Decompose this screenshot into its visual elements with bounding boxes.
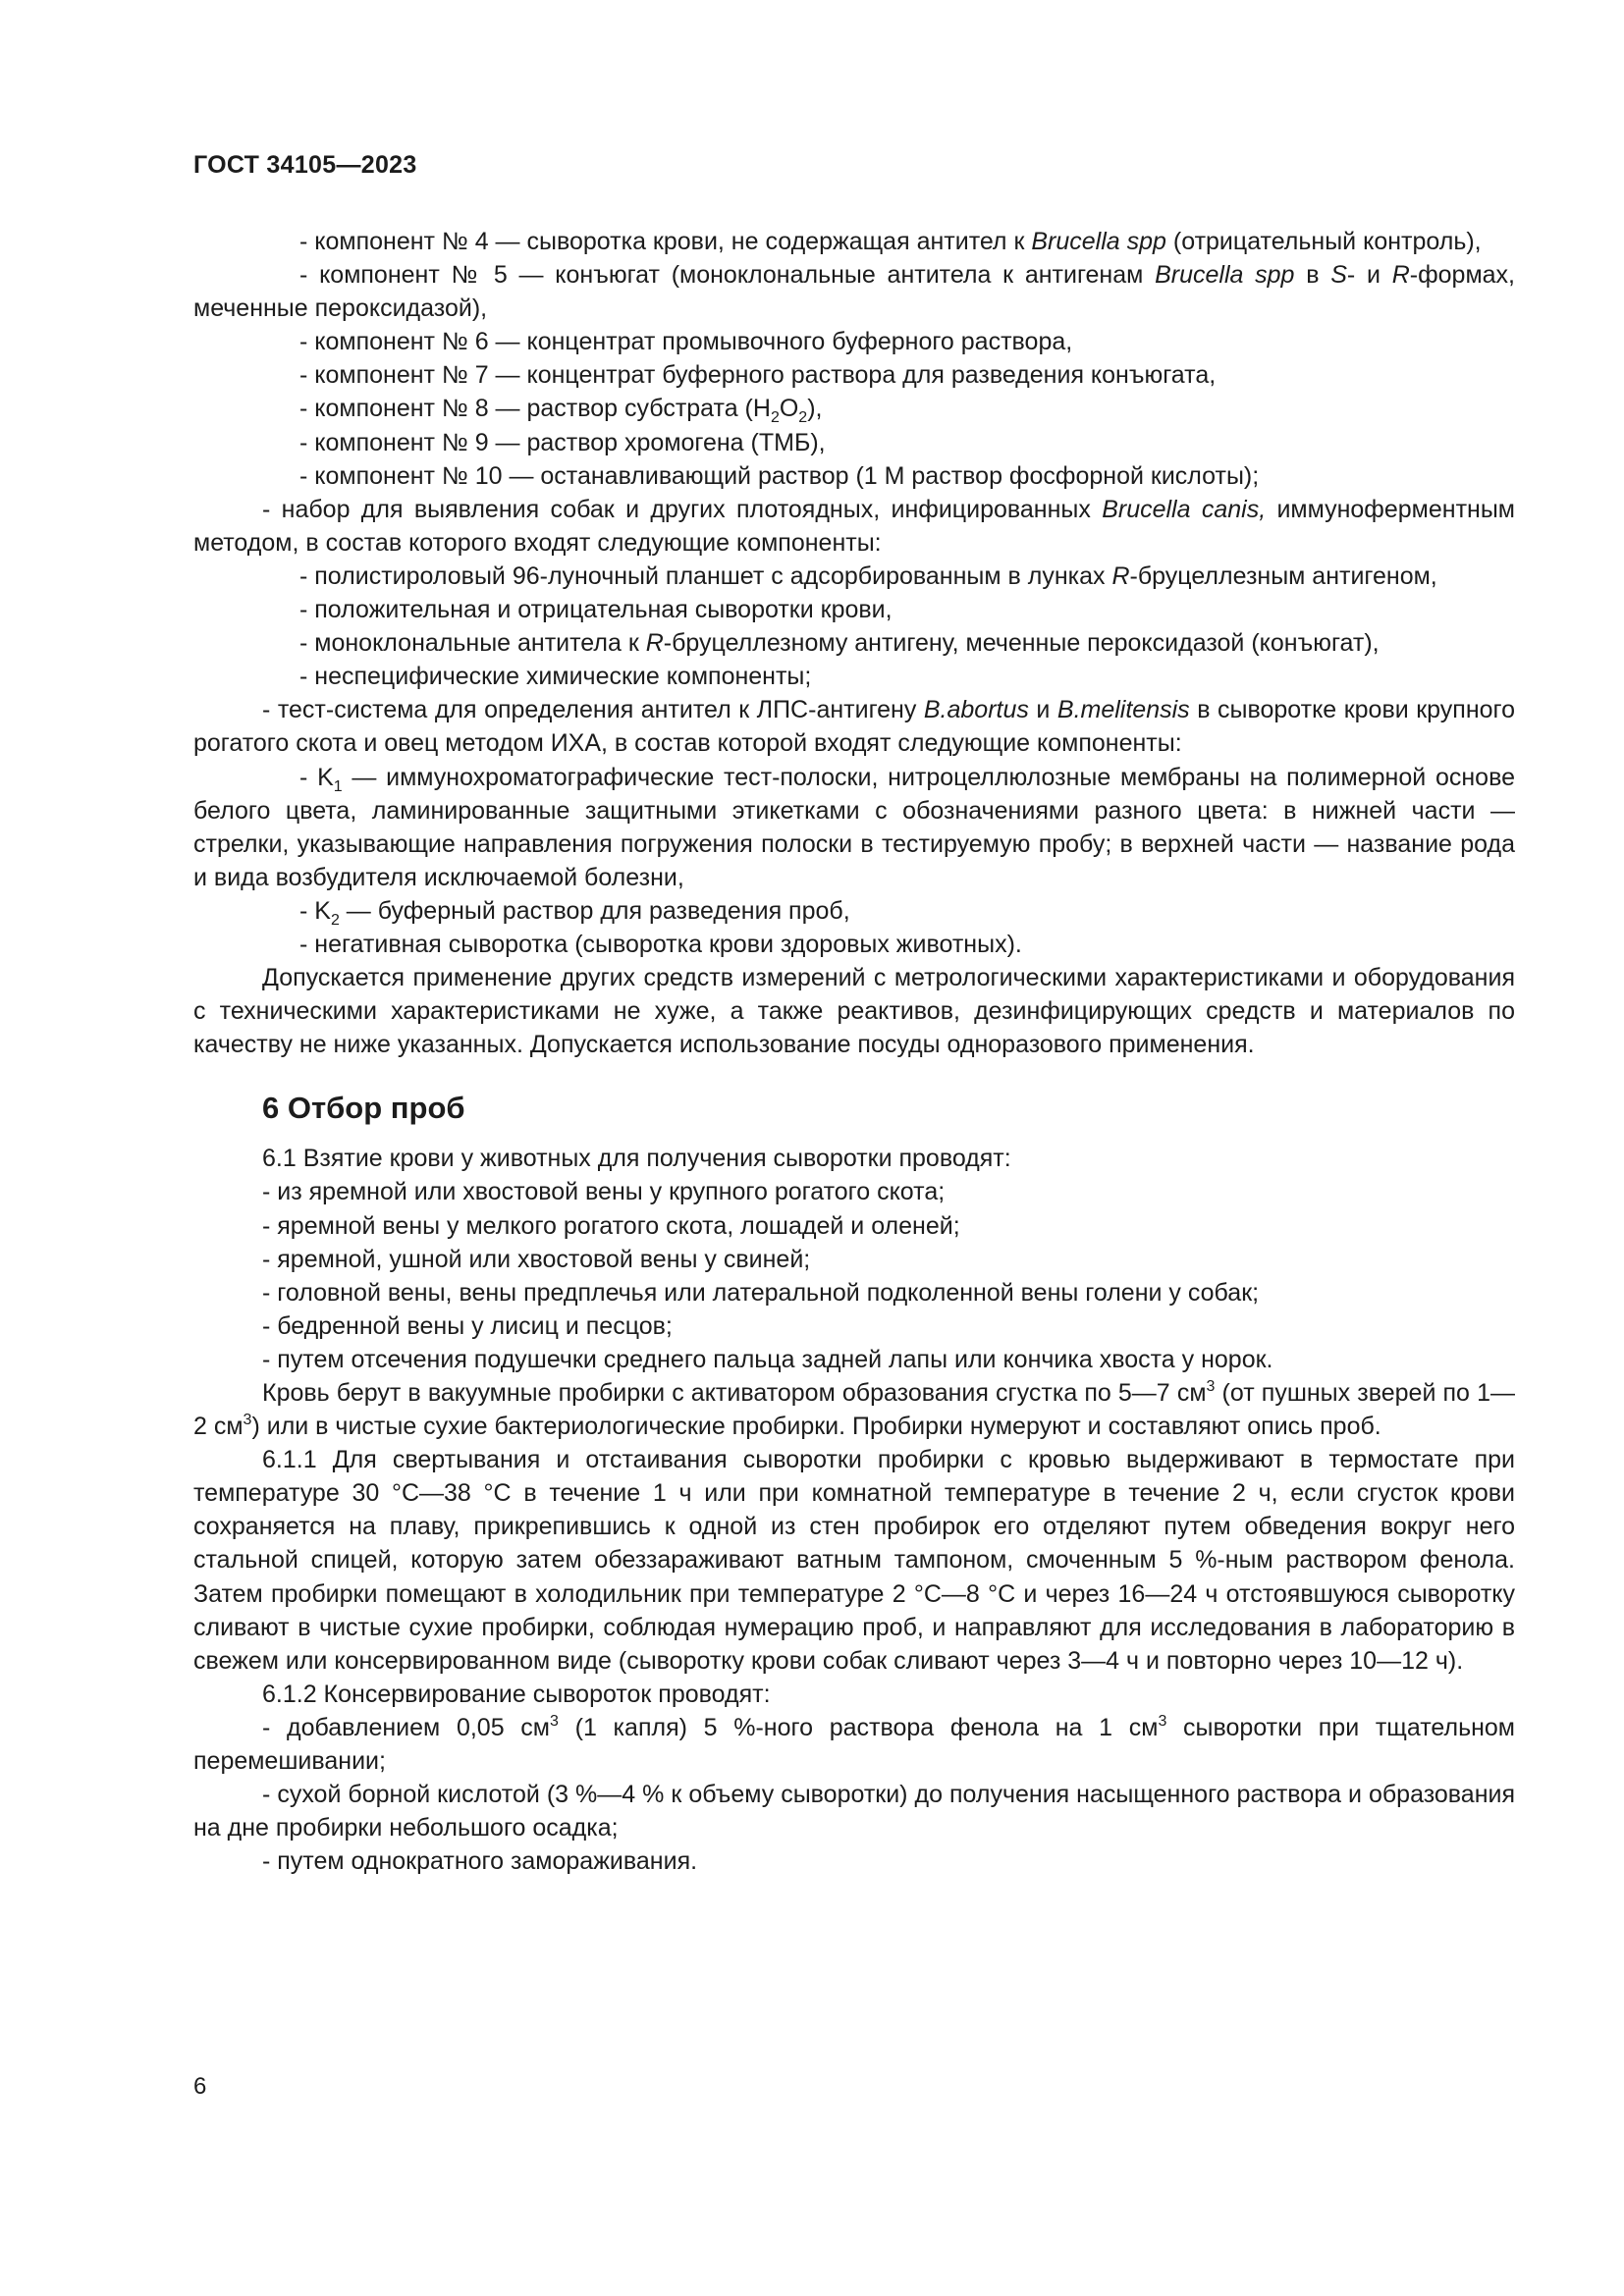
list-item: - компонент № 7 — концентрат буферного раствора для разведения конъюгата, [299, 361, 1217, 390]
superscript: 3 [243, 1412, 252, 1429]
list-item: - неспецифические химические компоненты; [299, 663, 812, 691]
list-item: - компонент № 10 — останавливающий раствор (1 М раствор фосфорной кислоты); [299, 461, 1260, 490]
list-item: - сухой борной кислотой (3 %—4 % к объему сыворотки) до получения насыщенного раствора и образования на дне пробирки небольшого осадка; [193, 1781, 1515, 1842]
text-run: сыворотки при тщательном перемешивании; [193, 1713, 1515, 1776]
list-item: - негативная сыворотка (сыворотка крови здоровых животных). [299, 930, 1022, 958]
list-item: - яремной, ушной или хвостовой вены у свиней; [262, 1245, 811, 1273]
section-heading: 6 Отбор проб [262, 1091, 465, 1126]
subscript: 2 [798, 409, 808, 427]
paragraph: 6.1.1 Для свертывания и отстаивания сыворотки пробирки с кровью выдерживают в термостате при температуре 30 °С—38 °С в течение 1 ч или при комнатной температуре в течение 2 ч, если сгусток крови сохраняется на плаву, прикрепившись к одной из стен пробирок его отделяют путем обведения вокруг него стальной спицей, которую затем обеззараживают ватным тампоном, смоченным 5 %-ным раствором фенола. Затем пробирки помещают в холодильник при температуре 2 °С—8 °С и через 16—24 ч отстоявшуюся сыворотку сливают в чистые сухие пробирки, соблюдая нумерацию проб, и направляют для исследования в лабораторию в свежем или консервированном виде (сыворотку крови собак сливают через 3—4 ч и повторно через 10—12 ч). [193, 1446, 1515, 1675]
text-run: -формах, меченные пероксидазой), [193, 261, 1515, 323]
list-item [193, 225, 1515, 258]
species-name: Brucella spp [1155, 261, 1295, 290]
form-letter: R [1391, 261, 1410, 290]
list-item: - из яремной или хвостовой вены у крупного рогатого скота; [262, 1178, 946, 1206]
text-run: Кровь берут в вакуумные пробирки с активатором образования сгустка по 5—7 см [262, 1379, 1207, 1407]
document-header: ГОСТ 34105—2023 [193, 151, 417, 179]
text-run: (отрицательный контроль), [1165, 228, 1482, 255]
text-run: в сыворотке крови крупного рогатого скота и овец методом ИХА, в состав которой входят следующие компоненты: [193, 696, 1516, 758]
superscript: 3 [550, 1712, 559, 1730]
species-name: B.melitensis [1056, 696, 1190, 724]
text-run: ) или в чистые сухие бактериологические пробирки. Пробирки нумеруют и составляют опись проб. [251, 1413, 1381, 1441]
text-run: (от пушных зверей по 1—2 см [193, 1379, 1515, 1441]
list-item [193, 560, 1515, 593]
list-item [193, 693, 1515, 760]
list-item [193, 392, 1515, 425]
list-item: - яремной вены у мелкого рогатого скота, лошадей и оленей; [262, 1211, 960, 1240]
page-number: 6 [193, 2073, 207, 2100]
text-run: - добавлением 0,05 см [262, 1713, 550, 1741]
list-item [193, 258, 1515, 325]
list-item [193, 493, 1515, 560]
paragraph: Допускается применение других средств измерений с метрологическими характеристиками и оборудования с техническими характеристиками не хуже, а также реактивов, дезинфицирующих средств и материалов по качеству не ниже указанных. Допускается использование посуды одноразового применения. [193, 964, 1515, 1059]
form-letter: R [645, 629, 664, 658]
form-letter: R [1111, 561, 1130, 590]
text-run: и [1028, 696, 1057, 724]
text-run: -бруцеллезному антигену, меченные пероксидазой (конъюгат), [663, 629, 1380, 658]
text-run: O [779, 395, 799, 423]
text-run: - компонент № 5 — конъюгат (моноклональные антитела к антигенам [299, 261, 1156, 290]
superscript: 3 [1158, 1712, 1167, 1730]
list-item: - компонент № 9 — раствор хромогена (ТМБ), [299, 428, 826, 456]
text-run: — иммунохроматографические тест-полоски, нитроцеллюлозные мембраны на полимерной основе белого цвета, ламинированные защитными этикетками с обозначениями разного цвета: в нижней части — стрелки, указывающие направления погружения полоски в тестируемую пробу; в верхней части — название рода и вида возбудителя исключаемой болезни, [193, 763, 1515, 891]
list-item: - положительная и отрицательная сыворотки крови, [299, 596, 893, 624]
list-item: - компонент № 6 — концентрат промывочного буферного раствора, [299, 328, 1073, 356]
list-item [193, 761, 1515, 894]
text-run: - полистироловый 96-луночный планшет с адсорбированным в лунках [299, 561, 1112, 590]
subscript: 2 [770, 409, 780, 427]
form-letter: S [1330, 261, 1347, 290]
text-run: иммуноферментным методом, в состав которого входят следующие компоненты: [193, 495, 1515, 557]
species-name: Brucella canis, [1102, 495, 1267, 523]
text-run: - компонент № 8 — раствор субстрата (H [299, 395, 771, 423]
text-run: в [1294, 261, 1331, 290]
text-run: - и [1346, 261, 1392, 290]
species-name: B.abortus [923, 696, 1029, 724]
list-item [193, 1711, 1515, 1778]
page-body [193, 225, 1515, 1878]
text-run: - K [299, 896, 331, 925]
paragraph: 6.1.2 Консервирование сывороток проводят: [262, 1680, 771, 1708]
list-item [193, 894, 1515, 928]
superscript: 3 [1206, 1378, 1216, 1395]
list-item: - путем однократного замораживания. [262, 1847, 698, 1876]
text-run: - K [299, 763, 334, 791]
subscript: 1 [333, 777, 343, 795]
text-run: (1 капля) 5 %-ного раствора фенола на 1 см [558, 1713, 1159, 1741]
list-item: - бедренной вены у лисиц и песцов; [262, 1311, 673, 1340]
subscript: 2 [330, 911, 340, 929]
text-run: -бруцеллезным антигеном, [1129, 561, 1437, 590]
text-run: - компонент № 4 — сыворотка крови, не содержащая антител к [299, 228, 1032, 255]
text-run: ), [807, 395, 823, 423]
text-run: - тест-система для определения антител к ЛПС-антигену [262, 696, 924, 724]
text-run: — буферный раствор для разведения проб, [339, 896, 850, 925]
paragraph [193, 1376, 1515, 1443]
text-run: - набор для выявления собак и других плотоядных, инфицированных [262, 495, 1103, 523]
paragraph: 6.1 Взятие крови у животных для получения сыворотки проводят: [262, 1145, 1011, 1173]
list-item [193, 626, 1515, 660]
list-item: - головной вены, вены предплечья или латеральной подколенной вены голени у собак; [262, 1278, 1260, 1307]
species-name: Brucella spp [1031, 228, 1166, 255]
text-run: - моноклональные антитела к [299, 629, 646, 658]
list-item: - путем отсечения подушечки среднего пальца задней лапы или кончика хвоста у норок. [262, 1345, 1273, 1373]
